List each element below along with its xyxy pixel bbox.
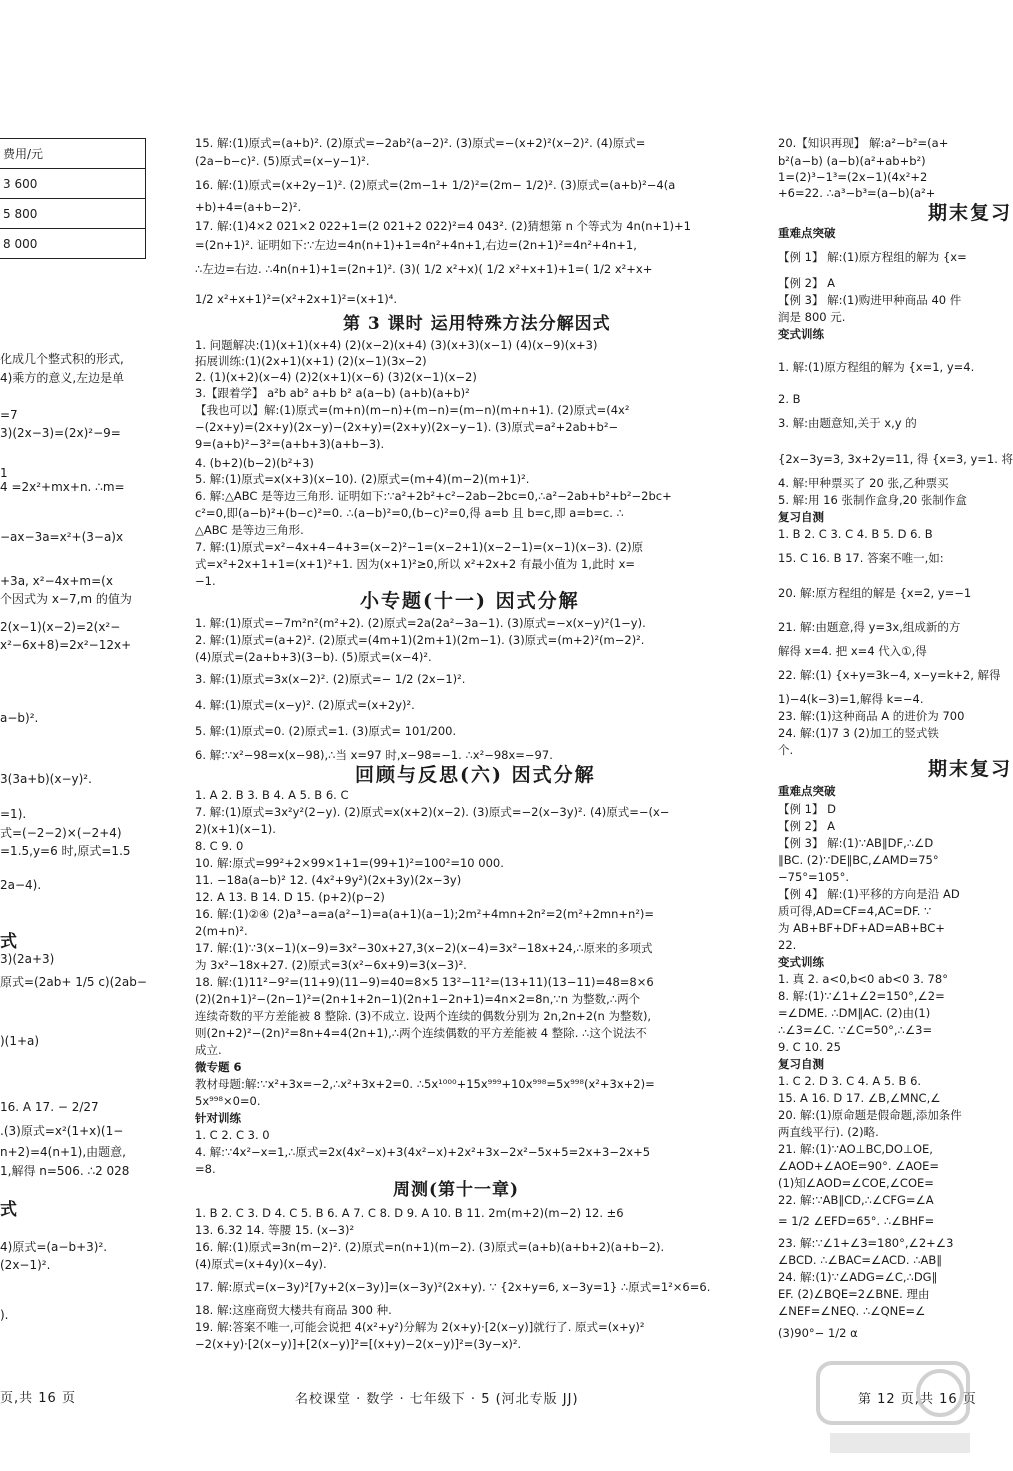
section-heading: 式 (0, 1200, 18, 1220)
subheading-practice: 针对训练 (195, 1111, 241, 1125)
text-line: 教材母题:解:∵x²+3x=−2,∴x²+3x+2=0. ∴5x¹⁰⁰⁰+15x⁹⁹⁹+10x⁹⁹⁸=5x⁹⁹⁸(x²+3x+2)= (195, 1077, 655, 1091)
text-line: 5. 解:(1)原式=0. (2)原式=1. (3)原式= 101/200. (195, 724, 457, 738)
text-line: 8. 解:(1)∵∠1+∠2=150°,∠2= (778, 989, 945, 1003)
text-line: 3. 解:(1)原式=3x(x−2)². (2)原式=− 1/2 (2x−1)². (195, 672, 466, 686)
text-line: 20. 解:原方程组的解是 {x=2, y=−1 (778, 586, 972, 600)
text-line: 22. (778, 938, 797, 952)
text-line: 23. 解:(1)这种商品 A 的进价为 700 (778, 709, 965, 723)
text-line: =1). (0, 807, 27, 821)
text-line: 2. 解:(1)原式=(a+2)². (2)原式=(4m+1)(2m+1)(2m−1). (3)原式=(m+2)²(m−2)². (195, 633, 645, 647)
text-line: 20.【知识再现】 解:a²−b²=(a+ (778, 136, 949, 150)
text-line: 17. 解:(1)4×2 021×2 022+1=(2 021+2 022)²=4 043². (2)猜想第 n 个等式为 4n(n+1)+1 (195, 219, 691, 233)
text-line: 2)(x+1)(x−1). (195, 822, 276, 836)
table-cell: 8 000 (0, 229, 146, 259)
text-line: 1. C 2. C 3. 0 (195, 1128, 270, 1142)
text-line: 2(m+n)². (195, 924, 248, 938)
text-line: =1.5,y=6 时,原式=1.5 (0, 844, 131, 858)
text-line: (1)知∠AOD=∠COE,∠COE= (778, 1176, 934, 1190)
text-line: 1=(2)³−1³=(2x−1)(4x²+2 (778, 170, 928, 184)
text-line: 23. 解:∵∠1+∠3=180°,∠2+∠3 (778, 1236, 954, 1250)
text-line: 5. 解:用 16 张制作盒身,20 张制作盒 (778, 493, 967, 507)
text-line: 为 AB+BF+DF+AD=AB+BC+ (778, 921, 945, 935)
text-line: 则(2n+2)²−(2n)²=8n+4=4(2n+1),∴两个连续偶数的平方差能被 4 整除. ∴这个说法不 (195, 1026, 647, 1040)
page-footer-left: 页,共 16 页 (0, 1391, 76, 1406)
text-line: 4 =2x²+mx+n. ∴m= (0, 480, 125, 494)
text-line: 4. (b+2)(b−2)(b²+3) (195, 456, 314, 470)
section-title-topic11: 小专题(十一) 因式分解 (360, 590, 580, 612)
text-line: x²−6x+8)=2x²−12x+ (0, 638, 132, 652)
section-title-review6: 回顾与反思(六) 因式分解 (355, 764, 596, 786)
text-line: 4. 解:(1)原式=(x−y)². (2)原式=(x+2y)². (195, 698, 415, 712)
text-line: −ax−3a=x²+(3−a)x (0, 530, 124, 544)
text-line: 2. B (778, 392, 801, 406)
text-line: 17. 解:(1)∵3(x−1)(x−9)=3x²−30x+27,3(x−2)(x−4)=3x²−18x+24,∴原来的多项式 (195, 941, 653, 955)
page-footer-center: 名校课堂 · 数学 · 七年级下 · 5 (河北专版 JJ) (295, 1392, 579, 1407)
text-line: 13. 6.32 14. 等腰 15. (x−3)² (195, 1223, 355, 1237)
text-line: 15. A 16. D 17. ∠B,∠MNC,∠ (778, 1091, 941, 1105)
text-line: 9=(a+b)²−3²=(a+b+3)(a+b−3). (195, 437, 385, 451)
text-line: (3)90°− 1/2 α (778, 1326, 858, 1340)
text-line: 【例 4】 解:(1)平移的方向是沿 AD (778, 887, 960, 901)
subheading: 变式训练 (778, 955, 824, 969)
text-line: ). (0, 1308, 9, 1322)
text-line: 16. 解:(1)②④ (2)a³−a=a(a²−1)=a(a+1)(a−1);2m²+4mn+2n²=2(m²+2mn+n²)= (195, 907, 655, 921)
text-line: −75°=105°. (778, 870, 850, 884)
text-line: 质可得,AD=CF=4,AC=DF. ∵ (778, 904, 932, 918)
table-row (0, 229, 146, 259)
text-line: 10. 解:原式=99²+2×99×1+1=(99+1)²=100²=10 000. (195, 856, 504, 870)
text-line: 【例 2】 A (778, 276, 835, 290)
text-line: △ABC 是等边三角形. (195, 523, 304, 537)
text-line: 24. 解:(1)7 3 (2)加工的竖式铁 (778, 726, 939, 740)
text-line: 原式=(2ab+ 1/5 c)(2ab− (0, 975, 147, 989)
section-title-final-review-2: 期末复习 (928, 758, 1013, 780)
text-line: 16. A 17. − 2/27 (0, 1100, 99, 1114)
text-line: (2x−1)². (0, 1258, 51, 1272)
text-line: {2x−3y=3, 3x+2y=11, 得 {x=3, y=1. 将 (778, 452, 1013, 466)
subheading: 重难点突破 (778, 226, 836, 240)
text-line: 润是 800 元. (778, 310, 846, 324)
text-line: ∴左边=右边. ∴4n(n+1)+1=(2n+1)². (3)( 1/2 x²+x)( 1/2 x²+x+1)+1=( 1/2 x²+x+ (195, 262, 653, 276)
text-line: 18. 解:这座商贸大楼共有商品 300 种. (195, 1303, 392, 1317)
text-line: 1. 解:(1)原式=−7m²n²(m²+2). (2)原式=2a(2a²−3a−1). (3)原式=−x(x−y)²(1−y). (195, 616, 646, 630)
center-column (195, 0, 770, 1440)
text-line: ∠NEF=∠NEQ. ∴∠QNE=∠ (778, 1304, 926, 1318)
text-line: 为 3x²−18x+27. (2)原式=3(x²−6x+9)=3(x−3)². (195, 958, 467, 972)
section-title-lesson3: 第 3 课时 运用特殊方法分解因式 (343, 314, 611, 334)
text-line: 9. C 10. 25 (778, 1040, 841, 1054)
text-line: −2(x+y)·[2(x−y)]+[2(x−y)]²=[(x+y)−2(x−y)]²=(3y−x)². (195, 1337, 522, 1351)
table-row (0, 139, 146, 169)
subheading: 复习自测 (778, 510, 824, 524)
text-line: b²(a−b) (a−b)(a²+ab+b²) (778, 154, 926, 168)
text-line: 【例 3】 解:(1)购进甲种商品 40 件 (778, 293, 962, 307)
text-line: EF. (2)∠BQE=2∠BNE. 理由 (778, 1287, 930, 1301)
subheading: 重难点突破 (778, 784, 836, 798)
text-line: 21. 解:(1)∵AO⊥BC,DO⊥OE, (778, 1142, 933, 1156)
section-title-final-review: 期末复习 (928, 202, 1013, 224)
text-line: +6=22. ∴a³−b³=(a−b)(a²+ (778, 186, 936, 200)
text-line: −1. (195, 574, 216, 588)
text-line: 两直线平行). (2)略. (778, 1125, 879, 1139)
table-cell: 5 800 (0, 199, 146, 229)
text-line: 12. A 13. B 14. D 15. (p+2)(p−2) (195, 890, 385, 904)
text-line: 【我也可以】解:(1)原式=(m+n)(m−n)+(m−n)=(m−n)(m+n+1). (2)原式=(4x² (195, 403, 630, 417)
text-line: 5x⁹⁹⁸×0=0. (195, 1094, 261, 1108)
text-line: a−b)². (0, 711, 39, 725)
text-line: = 1/2 ∠EFD=65°. ∴∠BHF= (778, 1214, 935, 1228)
page-footer-right: 第 12 页,共 16 页 (858, 1392, 977, 1407)
text-line: 成立. (195, 1043, 222, 1057)
text-line: 6. 解:△ABC 是等边三角形. 证明如下:∵a²+2b²+c²−2ab−2bc=0,∴a²−2ab+b²+b²−2bc+ (195, 489, 672, 503)
text-line: 1,解得 n=506. ∴2 028 (0, 1164, 130, 1178)
section-heading: 式 (0, 932, 18, 952)
text-line: .(3)原式=x²(1+x)(1− (0, 1124, 124, 1138)
text-line: 2(x−1)(x−2)=2(x²− (0, 620, 121, 634)
table-row (0, 169, 146, 199)
text-line: 11. −18a(a−b)² 12. (4x²+9y²)(2x+3y)(2x−3y) (195, 873, 462, 887)
text-line: 1. A 2. B 3. B 4. A 5. B 6. C (195, 788, 349, 802)
text-line: 1. 解:(1)原方程组的解为 {x=1, y=4. (778, 360, 975, 374)
text-line: )(1+a) (0, 1034, 40, 1048)
text-line: 2. (1)(x+2)(x−4) (2)2(x+1)(x−6) (3)2(x−1)(x−2) (195, 370, 477, 384)
text-line: 3(3a+b)(x−y)². (0, 772, 92, 786)
text-line: ∠BCD. ∴∠BAC=∠ACD. ∴AB∥ (778, 1253, 943, 1267)
text-line: 6. 解:∵x²−98=x(x−98),∴当 x=97 时,x−98=−1. ∴x²−98x=−97. (195, 748, 553, 762)
text-line: 5. 解:(1)原式=x(x+3)(x−10). (2)原式=(m+4)(m−2)(m+1)². (195, 472, 530, 486)
text-line: 16. 解:(1)原式=3n(m−2)². (2)原式=n(n+1)(m−2). (3)原式=(a+b)(a+b+2)(a+b−2). (195, 1240, 665, 1254)
text-line: 19. 解:答案不唯一,可能会说把 4(x²+y²)分解为 2(x+y)·[2(x−y)]就行了. 原式=(x+y)² (195, 1320, 645, 1334)
text-line: 7. 解:(1)原式=x²−4x+4−4+3=(x−2)²−1=(x−2+1)(x−2−1)=(x−1)(x−3). (2)原 (195, 540, 644, 554)
text-line: 1. B 2. C 3. D 4. C 5. B 6. A 7. C 8. D 9. A 10. B 11. 2m(m+2)(m−2) 12. ±6 (195, 1206, 624, 1220)
text-line: 18. 解:(1)11²−9²=(11+9)(11−9)=40=8×5 13²−11²=(13+11)(13−11)=48=8×6 (195, 975, 654, 989)
text-line: 1. B 2. C 3. C 4. B 5. D 6. B (778, 527, 933, 541)
text-line: 15. 解:(1)原式=(a+b)². (2)原式=−2ab²(a−2)². (3)原式=−(x+2)²(x−2)². (4)原式= (195, 136, 646, 150)
text-line: +3a, x²−4x+m=(x (0, 574, 113, 588)
text-line: 个因式为 x−7,m 的值为 (0, 592, 132, 606)
text-line: =8. (195, 1162, 216, 1176)
text-line: 4)原式=(a−b+3)². (0, 1240, 108, 1254)
text-line: 1. C 2. D 3. C 4. A 5. B 6. (778, 1074, 922, 1088)
text-line: 22. 解:∵AB∥CD,∴∠CFG=∠A (778, 1193, 934, 1207)
subheading: 变式训练 (778, 327, 824, 341)
text-line: 1 (0, 466, 8, 480)
text-line: ∥BC. (2)∵DE∥BC,∠AMD=75° (778, 853, 939, 867)
text-line: 1. 真 2. a<0,b<0 ab<0 3. 78° (778, 972, 948, 986)
right-column (778, 0, 1013, 1440)
table-cell: 费用/元 (0, 139, 146, 169)
text-line: 17. 解:原式=(x−3y)²[7y+2(x−3y)]=(x−3y)²(2x+y). ∵ {2x+y=6, x−3y=1} ∴原式=1²×6=6. (195, 1280, 711, 1294)
text-line: 【例 1】 D (778, 802, 836, 816)
text-line: +b)+4=(a+b−2)². (195, 200, 302, 214)
text-line: 16. 解:(1)原式=(x+2y−1)². (2)原式=(2m−1+ 1/2)²=(2m− 1/2)². (3)原式=(a+b)²−4(a (195, 178, 676, 192)
text-line: c²=0,即(a−b)²+(b−c)²=0. ∴(a−b)²=0,(b−c)²=0,得 a=b 且 b=c,即 a=b=c. ∴ (195, 506, 624, 520)
text-line: 式=(−2−2)×(−2+4) (0, 826, 122, 840)
text-line: 3.【跟着学】 a²b ab² a+b b² a(a−b) (a+b)(a+b)² (195, 386, 470, 400)
text-line: 解得 x=4. 把 x=4 代入①,得 (778, 644, 927, 658)
text-line: 3)(2x−3)=(2x)²−9= (0, 426, 121, 440)
subheading: 复习自测 (778, 1057, 824, 1071)
text-line: 20. 解:(1)原命题是假命题,添加条件 (778, 1108, 962, 1122)
text-line: (4)原式=(x+4y)(x−4y). (195, 1257, 327, 1271)
text-line: 【例 1】 解:(1)原方程组的解为 {x= (778, 250, 967, 264)
text-line: −(2x+y)=(2x+y)(2x−y)−(2x+y)=(2x+y)(2x−y−1). (3)原式=a²+2ab+b²− (195, 420, 619, 434)
text-line: =7 (0, 408, 18, 422)
text-line: 个. (778, 743, 794, 757)
subheading-micro-topic: 微专题 6 (195, 1060, 242, 1074)
text-line: ∠AOD+∠AOE=90°. ∠AOE= (778, 1159, 940, 1173)
text-line: 4)乘方的意义,左边是单 (0, 371, 125, 385)
text-line: 7. 解:(1)原式=3x²y²(2−y). (2)原式=x(x+2)(x−2). (3)原式=−2(x−3y)². (4)原式=−(x− (195, 805, 670, 819)
text-line: 化成几个整式积的形式, (0, 352, 124, 366)
text-line: =(2n+1)². 证明如下:∵左边=4n(n+1)+1=4n²+4n+1,右边=(2n+1)²=4n²+4n+1, (195, 238, 637, 252)
text-line: 1. 问题解决:(1)(x+1)(x+4) (2)(x−2)(x+4) (3)(x+3)(x−1) (4)(x−9)(x+3) (195, 338, 598, 352)
text-line: 15. C 16. B 17. 答案不唯一,如: (778, 551, 944, 565)
table-cell: 3 600 (0, 169, 146, 199)
text-line: 连续奇数的平方差能被 8 整除. (3)不成立. 设两个连续的偶数分别为 2n,2n+2(n 为整数), (195, 1009, 652, 1023)
text-line: 8. C 9. 0 (195, 839, 244, 853)
text-line: 2a−4). (0, 878, 42, 892)
text-line: n+2)=4(n+1),由题意, (0, 1145, 126, 1159)
text-line: 21. 解:由题意,得 y=3x,组成新的方 (778, 620, 961, 634)
text-line: 1/2 x²+x+1)²=(x²+2x+1)²=(x+1)⁴. (195, 292, 398, 306)
text-line: (2a−b−c)². (5)原式=(x−y−1)². (195, 154, 370, 168)
text-line: ∴∠3=∠C. ∵∠C=50°,∴∠3= (778, 1023, 933, 1037)
watermark-logo-icon (810, 1343, 980, 1463)
table-row (0, 199, 146, 229)
text-line: 【例 2】 A (778, 819, 835, 833)
text-line: 式=x²+2x+1+1=(x+1)²+1. 因为(x+1)²≥0,所以 x²+2x+2 有最小值为 1,此时 x= (195, 557, 636, 571)
text-line: =∠DME. ∴DM∥AC. (2)由(1) (778, 1006, 931, 1020)
text-line: 3)(2a+3) (0, 952, 55, 966)
text-line: (4)原式=(2a+b+3)(3−b). (5)原式=(x−4)². (195, 650, 432, 664)
section-title-weekly-test: 周测(第十一章) (393, 1180, 520, 1200)
text-line: 【例 3】 解:(1)∵AB∥DF,∴∠D (778, 836, 934, 850)
left-column (0, 0, 183, 1420)
text-line: 24. 解:(1)∵∠ADG=∠C,∴DG∥ (778, 1270, 938, 1284)
text-line: 1)−4(k−3)=1,解得 k=−4. (778, 692, 924, 706)
text-line: 拓展训练:(1)(2x+1)(x+1) (2)(x−1)(3x−2) (195, 354, 427, 368)
text-line: 22. 解:(1) {x+y=3k−4, x−y=k+2, 解得 (778, 668, 1001, 682)
text-line: 4. 解:甲种票买了 20 张,乙种票买 (778, 476, 949, 490)
text-line: 3. 解:由题意知,关于 x,y 的 (778, 416, 917, 430)
text-line: (2)(2n+1)²−(2n−1)²=(2n+1+2n−1)(2n+1−2n+1)=4n×2=8n,∵n 为整数,∴两个 (195, 992, 641, 1006)
text-line: 4. 解:∵4x²−x=1,∴原式=2x(4x²−x)+3(4x²−x)+2x²+3x−2x²−5x+5=2x+3−2x+5 (195, 1145, 651, 1159)
cost-table (0, 138, 146, 259)
